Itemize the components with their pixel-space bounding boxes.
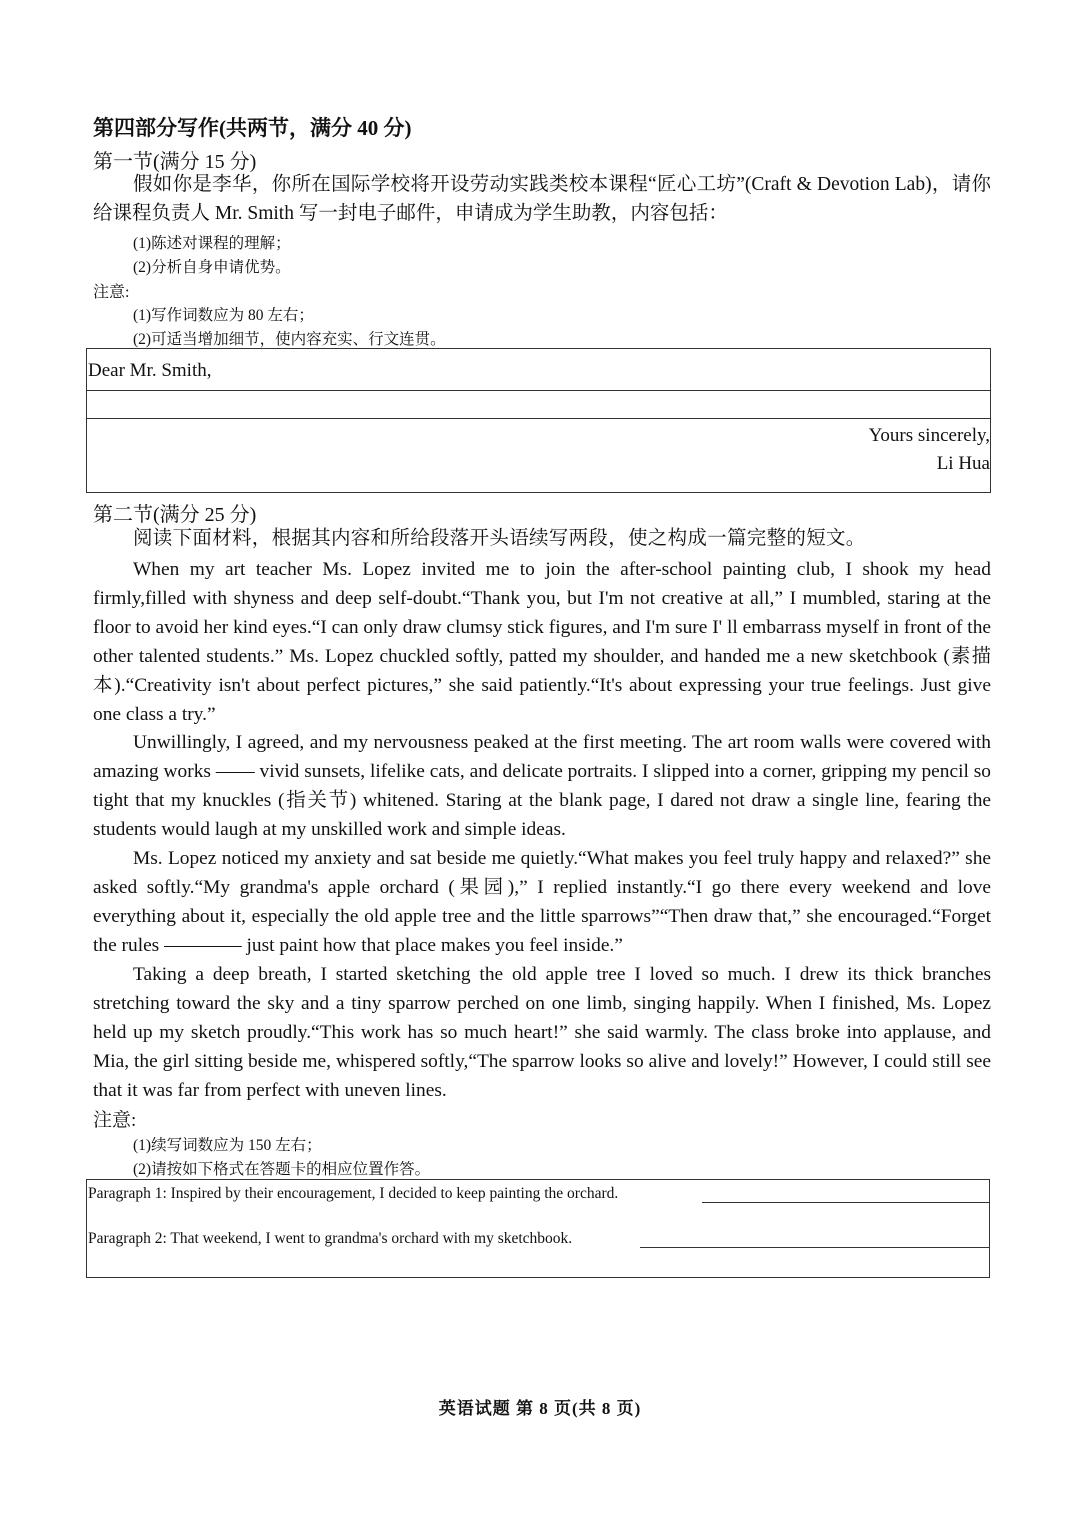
- paragraph-1-underline: [702, 1202, 990, 1203]
- part1-notice-2: (2)可适当增加细节，使内容充实、行文连贯。: [133, 331, 446, 348]
- part2-heading: 第二节(满分 25 分): [93, 504, 257, 526]
- section-title: 第四部分写作(共两节，满分 40 分): [93, 116, 412, 140]
- story-paragraph-1: When my art teacher Ms. Lopez invited me to join the after-school painting club, I shook my head firmly,filled with shyness and deep self-doubt.“Thank you, but I'm not creative at all,” I mumbled, staring at the floor to avoid her kind eyes.“I can only draw clumsy stick figures, and I'm sure I' ll embarrass myself in front of the other talented students.” Ms. Lopez chuckled softly, patted my shoulder, and handed me a new sketchbook (素描本).“Creativity isn't about perfect pictures,” she said patiently.“It's about expressing your true feelings. Just give one class a try.”: [93, 559, 991, 725]
- story-paragraph-4: Taking a deep breath, I started sketching the old apple tree I loved so much. I drew its thick branches stretching toward the sky and a tiny sparrow perched on one limb, singing happily. When I finished, Ms. Lopez held up my sketch proudly.“This work has so much heart!” she said warmly. The class broke into applause, and Mia, the girl sitting beside me, whispered softly,“The sparrow looks so alive and lovely!” However, I could still see that it was far from perfect with uneven lines.: [93, 964, 991, 1101]
- part1-intro: 假如你是李华，你所在国际学校将开设劳动实践类校本课程“匠心工坊”(Craft & Devotion Lab)，请你给课程负责人 Mr. Smith 写一封电子邮件，申请成为学生助教，内容包括：: [93, 174, 991, 224]
- letter-answer-box: [86, 348, 991, 493]
- letter-greeting: Dear Mr. Smith,: [88, 360, 212, 381]
- part2-notice-label: 注意:: [93, 1110, 137, 1131]
- story-paragraph-2: Unwillingly, I agreed, and my nervousness peaked at the first meeting. The art room walls were covered with amazing works —— vivid sunsets, lifelike cats, and delicate portraits. I slipped into a corner, gripping my pencil so tight that my knuckles (指关节) whitened. Staring at the blank page, I dared not draw a single line, fearing the students would laugh at my unskilled work and simple ideas.: [93, 732, 991, 840]
- part1-notice-label: 注意:: [93, 284, 130, 301]
- page-footer: 英语试题 第 8 页(共 8 页): [438, 1399, 642, 1418]
- letter-signature: Li Hua: [936, 453, 990, 474]
- part1-heading: 第一节(满分 15 分): [93, 151, 257, 173]
- letter-closing: Yours sincerely,: [868, 425, 990, 446]
- paragraph-2-starter: Paragraph 2: That weekend, I went to grandma's orchard with my sketchbook.: [88, 1230, 573, 1247]
- story-paragraph-3: Ms. Lopez noticed my anxiety and sat beside me quietly.“What makes you feel truly happy and relaxed?” she asked softly.“My grandma's apple orchard (果园),” I replied instantly.“I go there every weekend and love everything about it, especially the old apple tree and the little sparrows”“Then draw that,” she encouraged.“Forget the rules ———— just paint how that place makes you feel inside.”: [93, 848, 991, 956]
- part2-notice-1: (1)续写词数应为 150 左右；: [133, 1137, 322, 1154]
- letter-divider-1: [86, 390, 991, 391]
- letter-divider-2: [86, 418, 991, 419]
- paragraph-2-underline: [640, 1247, 990, 1248]
- part2-instruction: 阅读下面材料，根据其内容和所给段落开头语续写两段，使之构成一篇完整的短文。: [133, 528, 866, 549]
- paragraph-1-starter: Paragraph 1: Inspired by their encouragement, I decided to keep painting the orchard.: [88, 1185, 619, 1202]
- part1-point-2: (2)分析自身申请优势。: [133, 259, 291, 276]
- part1-point-1: (1)陈述对课程的理解；: [133, 235, 291, 252]
- part2-notice-2: (2)请按如下格式在答题卡的相应位置作答。: [133, 1161, 431, 1178]
- part1-notice-1: (1)写作词数应为 80 左右；: [133, 307, 314, 324]
